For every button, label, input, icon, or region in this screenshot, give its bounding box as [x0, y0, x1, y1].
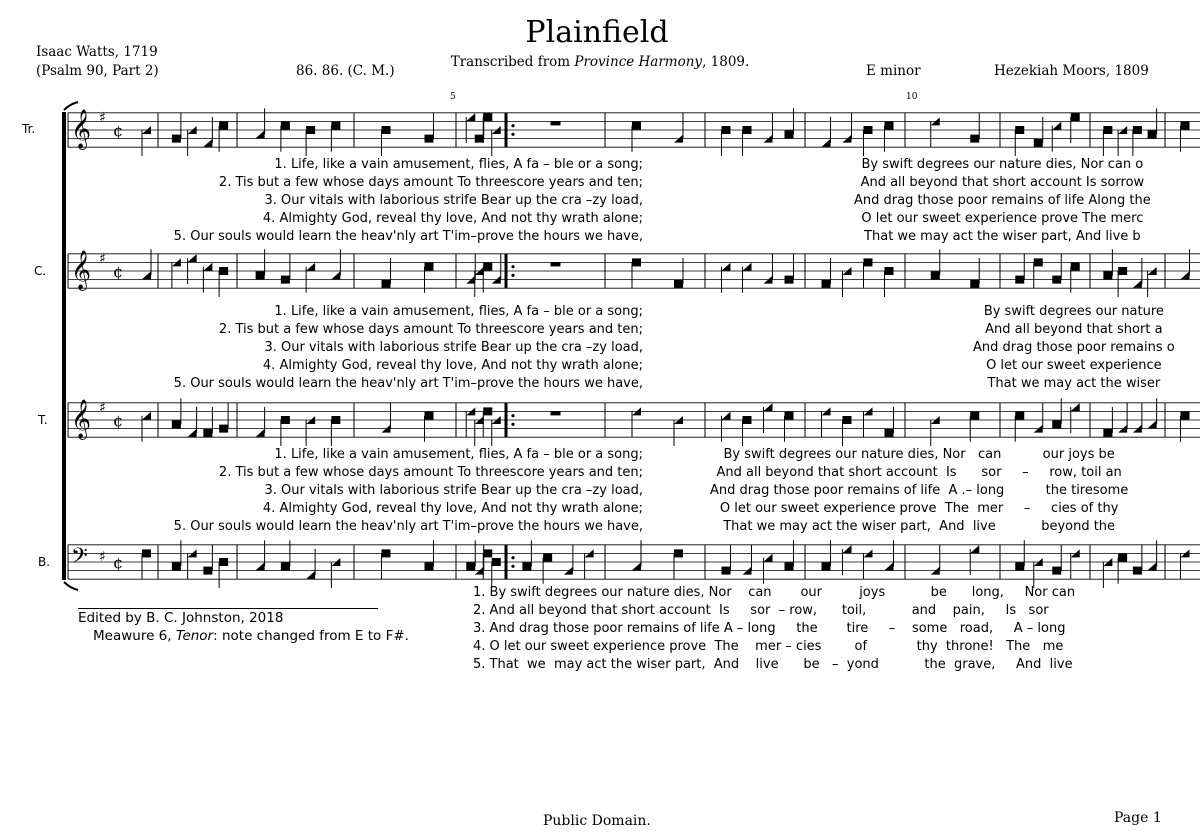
- note-head: [843, 545, 852, 553]
- repeat-dot: [511, 423, 514, 426]
- repeat-dot: [511, 133, 514, 136]
- note-head: [843, 416, 852, 424]
- lyrics-counter-second: [973, 303, 1175, 393]
- subtitle: [415, 54, 785, 70]
- psalm: (Psalm 90, Part 2): [36, 63, 159, 79]
- lyrics-treble-second: [854, 156, 1151, 246]
- note-head: [219, 558, 228, 566]
- lyric-line: 1. Life, like a vain amusement, flies, A fa – ble or a song;: [274, 157, 643, 172]
- note-head: [864, 126, 873, 134]
- key-signature-sharp-icon: ♯: [99, 400, 106, 416]
- meter: 86. 86. (C. M.): [296, 63, 395, 79]
- note-head: [219, 267, 228, 275]
- note-head: [382, 280, 391, 288]
- lyric-line: 4. Almighty God, reveal thy love, And not thy wrath alone;: [262, 358, 643, 373]
- note-head: [483, 407, 492, 415]
- note-head: [885, 562, 894, 570]
- lyrics-bass: [473, 584, 1075, 674]
- bass-clef-icon: 𝄢: [71, 544, 88, 574]
- note-head: [1071, 113, 1080, 121]
- key: E minor: [866, 63, 921, 79]
- note-head: [203, 429, 212, 437]
- note-head: [764, 403, 773, 411]
- note-head: [1052, 276, 1061, 284]
- note-head: [822, 280, 831, 288]
- lyric-line: And all beyond that short a: [985, 322, 1163, 337]
- note-head: [722, 412, 731, 420]
- lyric-line: By swift degrees our nature dies, Nor can our joys be: [723, 447, 1115, 462]
- note-head: [382, 126, 391, 134]
- whole-rest-icon: [551, 262, 561, 266]
- lyric-line: That we may act the wiser: [987, 376, 1161, 391]
- note-head: [142, 549, 151, 557]
- note-head: [970, 545, 979, 553]
- note-head: [281, 122, 290, 130]
- note-head: [331, 271, 340, 279]
- note-head: [219, 425, 228, 433]
- note-head: [632, 562, 641, 570]
- note-head: [203, 263, 212, 271]
- note-head: [256, 562, 265, 570]
- repeat-dot: [511, 414, 514, 417]
- note-head: [466, 562, 475, 570]
- subtitle-source: Province Harmony: [574, 54, 703, 70]
- lyric-line: 3. Our vitals with laborious strife Bear up the cra –zy load,: [264, 483, 643, 498]
- note-head: [1071, 263, 1080, 271]
- note-head: [785, 562, 794, 570]
- composer: Hezekiah Moors, 1809: [994, 63, 1149, 79]
- lyrics-treble-first: [88, 156, 643, 246]
- lyric-line: O let our sweet experience prove The merc: [861, 211, 1144, 226]
- note-head: [281, 276, 290, 284]
- note-head: [1133, 126, 1142, 134]
- note-head: [172, 420, 181, 428]
- note-head: [822, 139, 831, 147]
- note-head: [306, 126, 315, 134]
- note-head: [1118, 267, 1127, 275]
- note-head: [632, 122, 641, 130]
- lyric-line: 5. Our souls would learn the heav'nly art T'im–prove the hours we have,: [173, 229, 643, 244]
- repeat-dot: [511, 556, 514, 559]
- note-head: [483, 263, 492, 271]
- lyrics-tenor-first: [88, 446, 643, 536]
- lyric-line: 1. Life, like a vain amusement, flies, A fa – ble or a song;: [274, 447, 643, 462]
- note-head: [785, 412, 794, 420]
- note-head: [1118, 554, 1127, 562]
- staff-label-treble: Tr.: [22, 122, 36, 136]
- lyric-line: And all beyond that short account Is sor – row, toil an: [716, 465, 1122, 480]
- note-head: [1052, 567, 1061, 575]
- edit-note-part: Tenor: [175, 628, 214, 644]
- note-head: [466, 113, 475, 121]
- note-head: [483, 549, 492, 557]
- lyric-line: 4. Almighty God, reveal thy love, And not thy wrath alone;: [262, 501, 643, 516]
- editor-credit: Edited by B. C. Johnston, 2018: [78, 610, 284, 626]
- lyric-line: 3. Our vitals with laborious strife Bear up the cra –zy load,: [264, 193, 643, 208]
- note-head: [475, 135, 484, 143]
- note-head: [931, 271, 940, 279]
- lyric-line: And drag those poor remains of life Along the: [854, 193, 1151, 208]
- page-title: Plainfield: [525, 15, 669, 50]
- note-head: [281, 562, 290, 570]
- license: Public Domain.: [543, 813, 651, 829]
- lyrics-counter-first: [88, 303, 643, 393]
- note-head: [425, 562, 434, 570]
- note-head: [885, 122, 894, 130]
- note-head: [743, 416, 752, 424]
- lyric-line: 5. Our souls would learn the heav'nly art T'im–prove the hours we have,: [173, 519, 643, 534]
- note-head: [203, 567, 212, 575]
- poet: Isaac Watts, 1719: [36, 44, 158, 60]
- note-head: [1071, 403, 1080, 411]
- note-head: [1133, 280, 1142, 288]
- note-head: [1103, 126, 1112, 134]
- note-head: [1103, 429, 1112, 437]
- lyric-line: 5. Our souls would learn the heav'nly art T'im–prove the hours we have,: [173, 376, 643, 391]
- repeat-dot: [511, 265, 514, 268]
- staff-label-tenor: T.: [38, 413, 48, 427]
- note-head: [142, 271, 151, 279]
- note-head: [1052, 122, 1061, 130]
- note-head: [142, 412, 151, 420]
- note-head: [970, 280, 979, 288]
- repeat-dot: [511, 124, 514, 127]
- note-head: [785, 276, 794, 284]
- note-head: [256, 130, 265, 138]
- note-head: [1133, 567, 1142, 575]
- note-head: [1034, 258, 1043, 266]
- lyric-line: 1. By swift degrees our nature dies, Nor can our joys be long, Nor can: [473, 585, 1076, 600]
- note-head: [1103, 271, 1112, 279]
- note-head: [743, 263, 752, 271]
- lyric-line: And all beyond that short account Is sorrow: [860, 175, 1145, 190]
- note-head: [1148, 562, 1157, 570]
- subtitle-suffix: , 1809.: [702, 54, 750, 70]
- note-head: [492, 558, 501, 566]
- treble-clef-icon: 𝄞: [71, 399, 92, 439]
- note-head: [256, 271, 265, 279]
- note-head: [331, 416, 340, 424]
- lyric-line: 2. Tis but a few whose days amount To threescore years and ten;: [218, 322, 643, 337]
- cut-time-icon: ¢: [113, 411, 124, 430]
- note-head: [256, 429, 265, 437]
- note-head: [1015, 412, 1024, 420]
- note-head: [722, 126, 731, 134]
- note-head: [743, 126, 752, 134]
- note-head: [382, 549, 391, 557]
- note-head: [425, 135, 434, 143]
- measure-number: 10: [906, 92, 918, 102]
- note-head: [970, 412, 979, 420]
- note-head: [785, 130, 794, 138]
- edit-note-prefix: Meawure 6,: [93, 628, 176, 644]
- subtitle-prefix: Transcribed from: [450, 54, 575, 70]
- treble-clef-icon: 𝄞: [71, 109, 92, 149]
- bracket-bottom: [64, 582, 78, 590]
- whole-rest-icon: [551, 121, 561, 125]
- lyric-line: 2. Tis but a few whose days amount To threescore years and ten;: [218, 465, 643, 480]
- lyric-line: 5. That we may act the wiser part, And live be – yond the grave, And live: [473, 657, 1073, 672]
- note-head: [1015, 276, 1024, 284]
- note-head: [764, 554, 773, 562]
- lyric-line: By swift degrees our nature dies, Nor can o: [861, 157, 1144, 172]
- cut-time-icon: ¢: [113, 262, 124, 281]
- note-head: [1181, 271, 1190, 279]
- note-head: [1148, 130, 1157, 138]
- lyric-line: 2. And all beyond that short account Is sor – row, toil, and pain, Is sor: [473, 603, 1049, 618]
- note-head: [674, 280, 683, 288]
- note-head: [203, 139, 212, 147]
- note-head: [1015, 562, 1024, 570]
- note-head: [722, 263, 731, 271]
- note-head: [306, 263, 315, 271]
- note-head: [970, 135, 979, 143]
- note-head: [1148, 420, 1157, 428]
- lyric-line: 3. And drag those poor remains of life A – long the tire – some road, A – long: [473, 621, 1066, 636]
- footnote-divider: [78, 608, 378, 609]
- note-head: [722, 567, 731, 575]
- note-head: [425, 412, 434, 420]
- note-head: [522, 562, 531, 570]
- lyric-line: 2. Tis but a few whose days amount To threescore years and ten;: [218, 175, 643, 190]
- lyric-line: That we may act the wiser part, And live beyond the: [723, 519, 1116, 534]
- staff-label-counter: C.: [34, 264, 47, 278]
- whole-rest-icon: [551, 411, 561, 415]
- note-head: [172, 562, 181, 570]
- repeat-dot: [511, 274, 514, 277]
- lyric-line: And drag those poor remains o: [973, 340, 1175, 355]
- note-head: [281, 416, 290, 424]
- note-head: [1052, 420, 1061, 428]
- note-head: [632, 258, 641, 266]
- note-head: [885, 267, 894, 275]
- note-head: [188, 254, 197, 262]
- lyrics-tenor-second: [710, 446, 1128, 536]
- lyric-line: And drag those poor remains of life A .– long the tiresome: [710, 483, 1129, 498]
- cut-time-icon: ¢: [113, 121, 124, 140]
- note-head: [1181, 122, 1190, 130]
- note-head: [885, 429, 894, 437]
- note-head: [1181, 412, 1190, 420]
- note-head: [172, 135, 181, 143]
- lyric-line: 1. Life, like a vain amusement, flies, A fa – ble or a song;: [274, 304, 643, 319]
- note-head: [1015, 126, 1024, 134]
- edit-note: [93, 628, 409, 644]
- measure-number: 5: [450, 92, 456, 102]
- lyric-line: 4. O let our sweet experience prove The mer – cies of thy throne! The me: [473, 639, 1064, 654]
- note-head: [425, 263, 434, 271]
- key-signature-sharp-icon: ♯: [99, 251, 106, 267]
- treble-clef-icon: 𝄞: [71, 250, 92, 290]
- edit-note-suffix: : note changed from E to F#.: [213, 628, 409, 644]
- note-head: [822, 562, 831, 570]
- key-signature-sharp-icon: ♯: [99, 110, 106, 126]
- note-head: [674, 549, 683, 557]
- staff-label-bass: B.: [38, 555, 51, 569]
- lyric-line: 3. Our vitals with laborious strife Bear up the cra –zy load,: [264, 340, 643, 355]
- note-head: [543, 554, 552, 562]
- key-signature-sharp-icon: ♯: [99, 549, 106, 565]
- note-head: [1034, 139, 1043, 147]
- lyric-line: That we may act the wiser part, And live b: [864, 229, 1141, 244]
- page-number: Page 1: [1114, 810, 1162, 826]
- lyric-line: 4. Almighty God, reveal thy love, And not thy wrath alone;: [262, 211, 643, 226]
- note-head: [219, 122, 228, 130]
- cut-time-icon: ¢: [113, 553, 124, 572]
- note-head: [331, 122, 340, 130]
- note-head: [483, 113, 492, 121]
- note-head: [188, 429, 197, 437]
- lyric-line: O let our sweet experience: [986, 358, 1162, 373]
- lyric-line: O let our sweet experience prove The mer – cies of thy: [719, 501, 1119, 516]
- repeat-dot: [511, 565, 514, 568]
- note-head: [306, 571, 315, 579]
- note-head: [864, 258, 873, 266]
- lyric-line: By swift degrees our nature: [983, 304, 1164, 319]
